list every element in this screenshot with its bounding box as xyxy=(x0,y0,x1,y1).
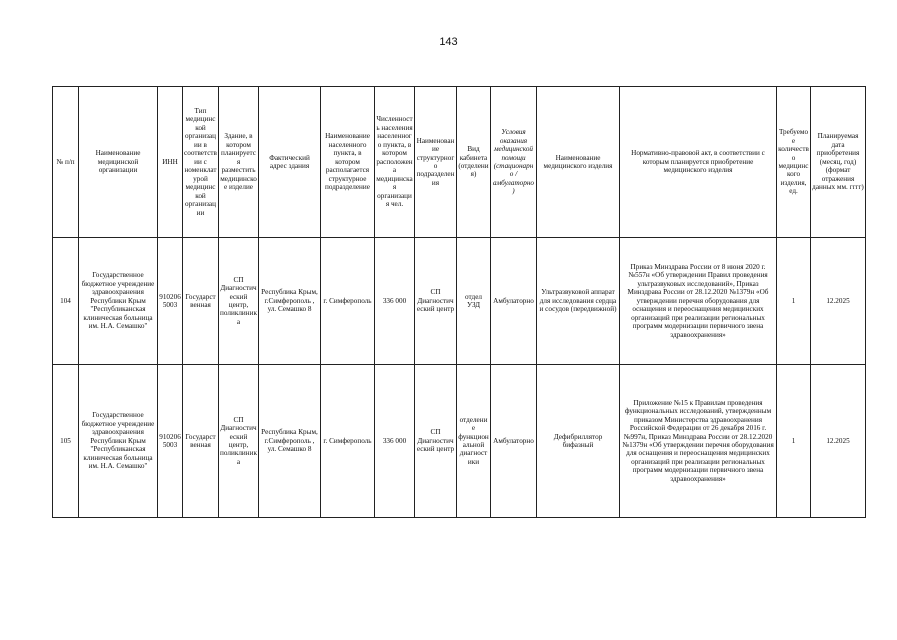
cell-locality: г. Симферополь xyxy=(321,365,375,518)
cell-num: 105 xyxy=(53,365,79,518)
header-cabinet: Вид кабинета (отделения) xyxy=(457,87,491,238)
header-locality: Наименование населенного пункта, в котором располагается структурное подразделение xyxy=(321,87,375,238)
header-row xyxy=(53,87,866,238)
cell-inn: 9102065003 xyxy=(158,238,183,365)
cell-date: 12.2025 xyxy=(811,365,866,518)
cell-qty: 1 xyxy=(777,365,811,518)
header-qty: Требуемое количество медицинского изделия, ед. xyxy=(777,87,811,238)
cell-unit: СП Диагностический центр xyxy=(415,238,457,365)
header-unit: Наименование структурного подразделения xyxy=(415,87,457,238)
cell-locality: г. Симферополь xyxy=(321,238,375,365)
header-org: Наименование медицинской организации xyxy=(79,87,158,238)
cell-population: 336 000 xyxy=(375,365,415,518)
cell-type: Государственная xyxy=(183,365,219,518)
cell-population: 336 000 xyxy=(375,238,415,365)
cell-type: Государственная xyxy=(183,238,219,365)
cell-building: СП Диагностический центр, поликлиника xyxy=(219,238,259,365)
header-num: № п/п xyxy=(53,87,79,238)
header-inn: ИНН xyxy=(158,87,183,238)
header-date: Планируемая дата приобретения (месяц, год) (формат отражения данных мм. гггг) xyxy=(811,87,866,238)
page-number: 143 xyxy=(439,36,458,48)
table-row xyxy=(53,238,866,365)
cell-address: Республика Крым, г.Симферополь , ул. Семашко 8 xyxy=(259,238,321,365)
header-device: Наименование медицинского изделия xyxy=(537,87,620,238)
cell-org: Государственное бюджетное учреждение здравоохранения Республики Крым "Республиканская клиническая больница им. Н.А. Семашко" xyxy=(79,238,158,365)
cell-building: СП Диагностический центр, поликлиника xyxy=(219,365,259,518)
table-row xyxy=(53,365,866,518)
equipment-table xyxy=(52,86,866,518)
cell-device: Ультразвуковой аппарат для исследования сердца и сосудов (передвижной) xyxy=(537,238,620,365)
cell-address: Республика Крым, г.Симферополь , ул. Семашко 8 xyxy=(259,365,321,518)
cell-qty: 1 xyxy=(777,238,811,365)
cell-act: Приказ Минздрава России от 8 июня 2020 г. №557н «Об утверждении Правил проведения ультразвуковых исследований», Приказ Минздрава России от 28.12.2020 №1379н «Об утверждении перечня оборудования для оснащения и переоснащения медицинских организаций при реализации региональных программ модернизации первичного звена здравоохранения» xyxy=(620,238,777,365)
header-act: Нормативно-правовой акт, в соответствии с которым планируется приобретение медицинского изделия xyxy=(620,87,777,238)
cell-org: Государственное бюджетное учреждение здравоохранения Республики Крым "Республиканская клиническая больница им. Н.А. Семашко" xyxy=(79,365,158,518)
cell-inn: 9102065003 xyxy=(158,365,183,518)
header-type: Тип медицинской организации в соответствии с номенклатурой медицинской организации xyxy=(183,87,219,238)
cell-conditions: Амбулаторно xyxy=(491,365,537,518)
header-building: Здание, в котором планируется разместить медицинское изделие xyxy=(219,87,259,238)
cell-device: Дефибриллятор бифазный xyxy=(537,365,620,518)
cell-act: Приложение №15 к Правилам проведения функциональных исследований, утвержденным приказом Министерства здравоохранения Российской Федерации от 26 декабря 2016 г. №997н, Приказ Минздрава России от 28.12.2020 №1379н «Об утверждении перечня оборудования для оснащения и переоснащения медицинских организаций при реализации региональных программ модернизации первичного звена здравоохранения» xyxy=(620,365,777,518)
cell-num: 104 xyxy=(53,238,79,365)
cell-conditions: Амбулаторно xyxy=(491,238,537,365)
cell-date: 12.2025 xyxy=(811,238,866,365)
header-population: Численность населения населенного пункта, в котором расположена медицинская организация чел. xyxy=(375,87,415,238)
header-conditions: Условия оказания медицинской помощи (стационарно / амбулаторно) xyxy=(491,87,537,238)
header-address: Фактический адрес здания xyxy=(259,87,321,238)
cell-cabinet: отдел УЗД xyxy=(457,238,491,365)
cell-unit: СП Диагностический центр xyxy=(415,365,457,518)
cell-cabinet: отделение функциональной диагностики xyxy=(457,365,491,518)
